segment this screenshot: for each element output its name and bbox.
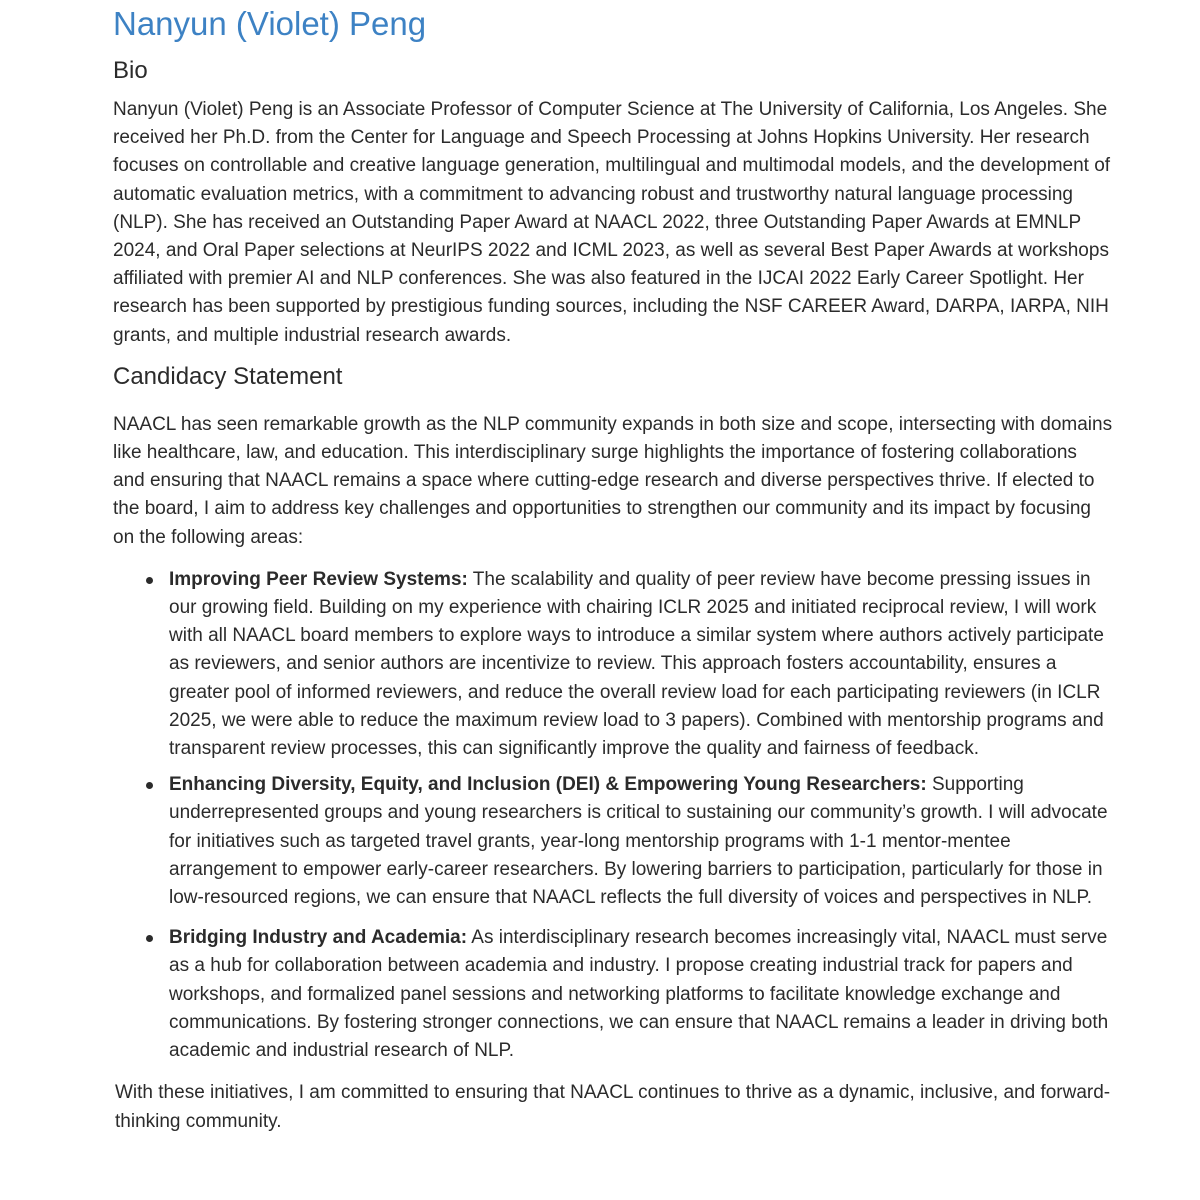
document-page — [113, 0, 1113, 1136]
list-item-title: Enhancing Diversity, Equity, and Inclusion (DEI) & Empowering Young Researchers: — [169, 774, 927, 796]
list-item-title: Bridging Industry and Academia: — [169, 927, 468, 949]
list-item-text: Supporting underrepresented groups and young researchers is critical to sustaining our community’s growth. I will advocate for initiatives such as targeted travel grants, year-long mentorship programs with 1-1 mentor-mentee arrangement to empower early-career researchers. By lowering barriers to participation, particularly for those in low-resourced regions, we can ensure that NAACL reflects the full diversity of voices and perspectives in NLP. — [169, 774, 1108, 909]
candidacy-intro-paragraph: NAACL has seen remarkable growth as the NLP community expands in both size and scope, intersecting with domains like healthcare, law, and education. This interdisciplinary surge highlights the importance of fostering collaborations and ensuring that NAACL remains a space where cutting-edge research and diverse perspectives thrive. If elected to the board, I aim to address key challenges and opportunities to strengthen our community and its impact by focusing on the following areas: — [113, 413, 1113, 548]
bio-paragraph: Nanyun (Violet) Peng is an Associate Professor of Computer Science at The University of California, Los Angeles. She received her Ph.D. from the Center for Language and Speech Processing at Johns Hopkins University. Her research focuses on controllable and creative language generation, multilingual and multimodal models, and the development of automatic evaluation metrics, with a commitment to advancing robust and trustworthy natural language processing (NLP). She has received an Outstanding Paper Award at NAACL 2022, three Outstanding Paper Awards at EMNLP 2024, and Oral Paper selections at NeurIPS 2022 and ICML 2023, as well as several Best Paper Awards at workshops affiliated with premier AI and NLP conferences. She was also featured in the IJCAI 2022 Early Career Spotlight. Her research has been supported by prestigious funding sources, including the NSF CAREER Award, DARPA, IARPA, NIH grants, and multiple industrial research awards. — [113, 99, 1111, 346]
bio-heading: Bio — [113, 57, 148, 84]
list-item-text: The scalability and quality of peer review have become pressing issues in our growing field. Building on my experience with chairing ICLR 2025 and initiated reciprocal review, I will work with all NAACL board members to explore ways to introduce a similar system where authors actively participate as reviewers, and senior authors are incentivize to review. This approach fosters accountability, ensures a greater pool of informed reviewers, and reduce the overall review load for each participating reviewers (in ICLR 2025, we were able to reduce the maximum review load to 3 papers). Combined with mentorship programs and transparent review processes, this can significantly improve the quality and fairness of feedback. — [169, 568, 1104, 760]
focus-areas-list — [113, 566, 1113, 1065]
bullet-icon — [146, 782, 153, 789]
page-title: Nanyun (Violet) Peng — [113, 5, 427, 42]
bullet-icon — [146, 577, 153, 584]
closing-paragraph: With these initiatives, I am committed to ensuring that NAACL continues to thrive as a dynamic, inclusive, and forward-thinking community. — [115, 1082, 1111, 1132]
bullet-icon — [146, 935, 153, 942]
list-item-dei — [169, 771, 1113, 912]
candidacy-heading: Candidacy Statement — [113, 362, 343, 390]
cut-off-text-line — [115, 1192, 351, 1200]
list-item-title: Improving Peer Review Systems: — [169, 568, 468, 590]
list-item-peer-review — [169, 566, 1113, 763]
list-item-industry-academia — [169, 924, 1113, 1065]
list-item-text: As interdisciplinary research becomes increasingly vital, NAACL must serve as a hub for collaboration between academia and industry. I propose creating industrial track for papers and workshops, and formalized panel sessions and networking platforms to facilitate knowledge exchange and communications. By fostering stronger connections, we can ensure that NAACL remains a leader in driving both academic and industrial research of NLP. — [169, 927, 1109, 1062]
